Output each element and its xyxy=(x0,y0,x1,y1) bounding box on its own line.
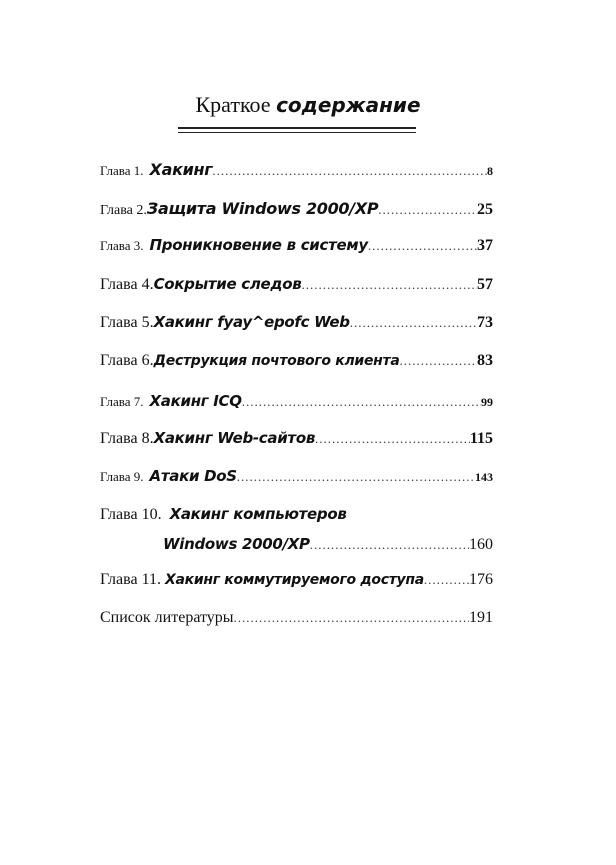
toc-entry-chapter-4[interactable] xyxy=(100,275,493,301)
bibliography-label: Список литературы xyxy=(100,609,234,626)
dot-leader xyxy=(315,431,470,447)
page-number: 25 xyxy=(477,201,493,218)
dot-leader xyxy=(399,353,477,369)
dot-leader xyxy=(242,394,481,410)
dot-leader xyxy=(350,315,477,331)
dot-leader xyxy=(301,277,477,293)
dot-leader xyxy=(234,610,469,626)
title-word-plain: Краткое xyxy=(195,92,271,117)
chapter-label: Глава 5. xyxy=(100,314,154,331)
page-title xyxy=(0,92,616,118)
toc-entry-chapter-6[interactable] xyxy=(100,352,493,378)
page-number: 160 xyxy=(469,536,493,553)
dot-leader xyxy=(212,163,487,179)
dot-leader xyxy=(378,202,477,218)
chapter-title: Хакинг Web-сайтов xyxy=(153,429,316,447)
dot-leader xyxy=(368,238,477,254)
chapter-title: Хакинг коммутируемого доступа xyxy=(164,572,424,588)
title-word-handwritten: содержание xyxy=(276,93,421,117)
chapter-title: Защита Windows 2000/XP xyxy=(146,199,379,218)
dot-leader xyxy=(424,572,469,588)
dot-leader xyxy=(310,537,469,553)
chapter-title: Сокрытие следов xyxy=(153,275,302,293)
chapter-label: Глава 10. xyxy=(100,506,162,523)
toc-entry-chapter-7[interactable] xyxy=(100,392,493,418)
page-number: 176 xyxy=(469,571,493,588)
toc-entry-chapter-1[interactable] xyxy=(100,160,493,186)
chapter-title: Хакинг ICQ xyxy=(149,392,242,410)
page-number: 57 xyxy=(477,276,493,293)
dot-leader xyxy=(237,469,475,485)
chapter-label: Глава 3. xyxy=(100,238,144,253)
chapter-title-line-2: Windows 2000/XP xyxy=(163,535,310,553)
chapter-label: Глава 8. xyxy=(100,430,154,447)
chapter-label: Глава 9. xyxy=(100,469,144,484)
chapter-label: Глава 7. xyxy=(100,394,144,409)
toc-entry-chapter-3[interactable] xyxy=(100,236,493,262)
page-number: 83 xyxy=(477,352,493,369)
page-number: 8 xyxy=(487,164,493,178)
page-number: 191 xyxy=(469,609,493,626)
toc-entry-chapter-10-continued[interactable] xyxy=(163,535,493,561)
chapter-title: Хакинг компьютеров xyxy=(169,505,347,523)
toc-entry-bibliography[interactable] xyxy=(100,609,493,635)
chapter-title: Хакинг fyay^epofc Web xyxy=(153,313,350,331)
page-number: 143 xyxy=(475,470,493,484)
title-underline-thin xyxy=(178,132,416,133)
toc-entry-chapter-11[interactable] xyxy=(100,571,493,597)
toc-entry-chapter-2[interactable] xyxy=(100,199,493,225)
page-number: 37 xyxy=(477,237,493,254)
toc-entry-chapter-5[interactable] xyxy=(100,313,493,339)
page-number: 115 xyxy=(469,430,493,447)
page-number: 73 xyxy=(477,314,493,331)
chapter-label: Глава 4. xyxy=(100,276,154,293)
chapter-title: Атаки DoS xyxy=(149,467,237,485)
chapter-label: Глава 2. xyxy=(100,203,147,218)
chapter-title: Хакинг xyxy=(149,160,213,179)
toc-entry-chapter-10[interactable] xyxy=(100,505,493,531)
chapter-title: Проникновение в систему xyxy=(149,236,368,254)
title-underline-thick xyxy=(178,127,416,129)
toc-entry-chapter-8[interactable] xyxy=(100,429,493,455)
chapter-title: Деструкция почтового клиента xyxy=(153,353,400,369)
toc-entry-chapter-9[interactable] xyxy=(100,467,493,493)
chapter-label: Глава 1. xyxy=(100,163,144,178)
chapter-label: Глава 6. xyxy=(100,352,154,369)
chapter-label: Глава 11. xyxy=(100,571,161,588)
page-number: 99 xyxy=(481,395,493,409)
